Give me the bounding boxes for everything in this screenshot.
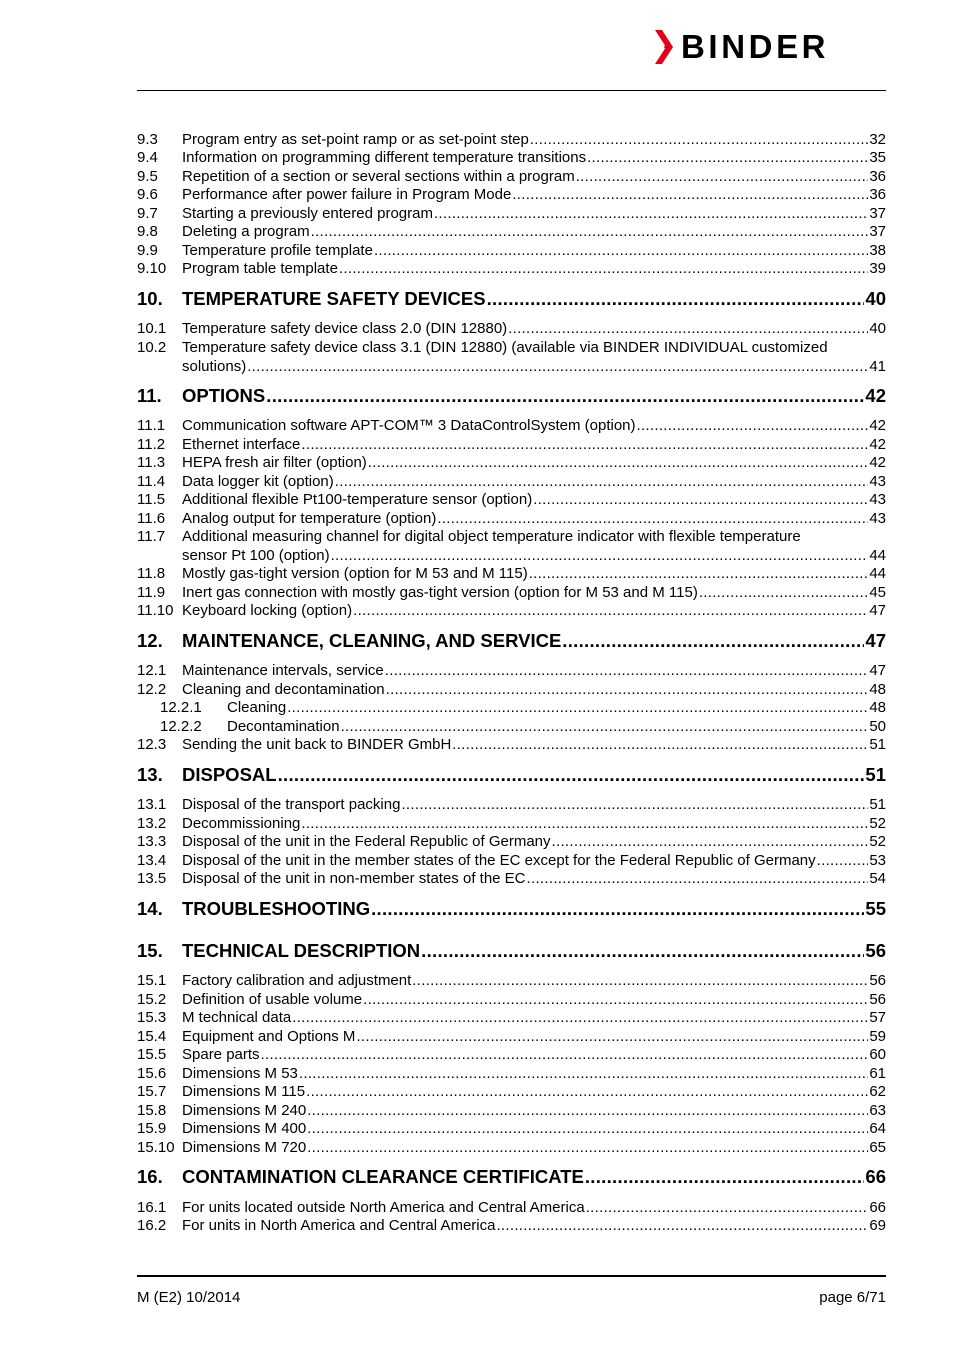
toc-entry-page: 50 (869, 718, 886, 735)
toc-entry-number: 9.8 (137, 223, 158, 240)
toc-leader-dots (496, 1217, 868, 1235)
toc-entry-title: Dimensions M 53 (182, 1065, 298, 1082)
toc-entry-title: For units located outside North America and Central America (182, 1199, 585, 1216)
toc-entry-page: 56 (869, 972, 886, 989)
toc-leader-dots (587, 149, 868, 167)
toc-entry-number: 16. (137, 1166, 163, 1187)
toc-entry-title: Sending the unit back to BINDER GmbH (182, 736, 452, 753)
toc-entry-page: 56 (869, 991, 886, 1008)
toc-entry-page: 42 (869, 417, 886, 434)
toc-entry-number: 16.1 (137, 1199, 167, 1216)
toc-entry-title: HEPA fresh air filter (option) (182, 454, 367, 471)
toc-entry-number: 13.2 (137, 815, 167, 832)
toc-entry-title: M technical data (182, 1009, 292, 1026)
toc-leader-dots (306, 1083, 868, 1101)
toc-entry-number: 11.9 (137, 584, 166, 601)
toc-entry-number: 15.5 (137, 1046, 167, 1063)
toc-entry-title: Factory calibration and adjustment (182, 972, 412, 989)
toc-entry-number: 14. (137, 898, 163, 919)
toc-entry-title: Ethernet interface (182, 436, 301, 453)
toc-entry-page: 65 (869, 1139, 886, 1156)
toc-entry-page: 41 (869, 357, 886, 375)
toc-entry-number: 15.1 (137, 972, 167, 989)
toc-leader-dots (529, 565, 869, 583)
toc-entry-page: 63 (869, 1102, 886, 1119)
toc-entry-number: 9.6 (137, 186, 158, 203)
toc-leader-dots (508, 320, 868, 338)
toc-entry-number: 15.6 (137, 1065, 167, 1082)
toc-entry-title: Cleaning (227, 699, 287, 716)
toc-entry-title: Disposal of the unit in the Federal Republic of Germany (182, 833, 551, 850)
toc-entry-title: Maintenance intervals, service (182, 662, 384, 679)
toc-entry-title: Mostly gas-tight version (option for M 53 and M 115) (182, 565, 528, 582)
toc-leader-dots (386, 681, 869, 699)
toc-entry-page: 62 (869, 1083, 886, 1100)
toc-entry-number: 16.2 (137, 1217, 167, 1234)
toc-entry-number: 13. (137, 764, 163, 785)
toc-entry-title: Information on programming different temperature transitions (182, 149, 587, 166)
toc-leader-dots (585, 1166, 865, 1188)
toc-entry-number: 9.5 (137, 168, 158, 185)
toc-entry-title: Dimensions M 240 (182, 1102, 307, 1119)
toc-entry-page: 45 (869, 584, 886, 601)
toc-entry-page: 47 (869, 602, 886, 619)
toc-entry-title-line1: Additional measuring channel for digital object temperature indicator with flexible temperature (182, 528, 801, 545)
toc-entry-page: 32 (869, 131, 886, 148)
toc-leader-dots (487, 288, 865, 310)
toc-entry-title: Analog output for temperature (option) (182, 510, 437, 527)
toc-leader-dots (335, 473, 869, 491)
toc-leader-dots (307, 1139, 868, 1157)
toc-leader-dots (266, 385, 864, 407)
toc-entry-number: 15.4 (137, 1028, 167, 1045)
toc-leader-dots (307, 1120, 868, 1138)
toc-entry-title: OPTIONS (182, 385, 266, 406)
toc-entry-title: Data logger kit (option) (182, 473, 334, 490)
toc-entry-page: 40 (865, 288, 886, 309)
toc-entry-number: 12.2 (137, 681, 167, 698)
toc-leader-dots (311, 223, 869, 241)
toc-entry-page: 37 (869, 223, 886, 240)
toc-entry-number: 11.5 (137, 491, 166, 508)
toc-entry-title-line2: sensor Pt 100 (option) (182, 546, 330, 564)
toc-entry-number: 13.4 (137, 852, 167, 869)
toc-leader-dots (278, 764, 865, 786)
toc-entry-title: Deleting a program (182, 223, 310, 240)
toc-entry-number: 13.1 (137, 796, 167, 813)
toc-entry-page: 51 (869, 736, 886, 753)
toc-entry-number: 15.8 (137, 1102, 167, 1119)
toc-leader-dots (385, 662, 869, 680)
toc-entry-title: CONTAMINATION CLEARANCE CERTIFICATE (182, 1166, 584, 1187)
toc-leader-dots (341, 718, 869, 736)
toc-entry-title: Temperature profile template (182, 242, 373, 259)
toc-entry-page: 47 (865, 630, 886, 651)
toc-entry-number: 11.6 (137, 510, 166, 527)
toc-entry-title: Temperature safety device class 2.0 (DIN 12880) (182, 320, 508, 337)
toc-entry-number: 11.4 (137, 473, 166, 490)
toc-leader-dots (533, 491, 868, 509)
toc-entry-number: 12.2.2 (160, 718, 202, 735)
toc-entry-title: Starting a previously entered program (182, 205, 433, 222)
toc-entry-title: Decommissioning (182, 815, 301, 832)
toc-entry-page: 35 (869, 149, 886, 166)
toc-entry-title: Equipment and Options M (182, 1028, 356, 1045)
toc-entry-number: 13.5 (137, 870, 167, 887)
toc-entry-page: 39 (869, 260, 886, 277)
toc-entry-number: 15. (137, 940, 163, 961)
toc-entry-title: Disposal of the transport packing (182, 796, 401, 813)
toc-entry-title-line1: Temperature safety device class 3.1 (DIN 12880) (available via BINDER INDIVIDUAL customized (182, 339, 828, 356)
toc-entry-page: 38 (869, 242, 886, 259)
toc-leader-dots (586, 1199, 869, 1217)
toc-entry-page: 66 (865, 1166, 886, 1187)
toc-entry-title: Dimensions M 720 (182, 1139, 307, 1156)
toc-leader-dots (552, 833, 869, 851)
toc-leader-dots (307, 1102, 868, 1120)
toc-entry-page: 60 (869, 1046, 886, 1063)
toc-entry-number: 10. (137, 288, 163, 309)
toc-entry-title: Program table template (182, 260, 338, 277)
toc-entry-title: Spare parts (182, 1046, 260, 1063)
footer-document-id: M (E2) 10/2014 (137, 1289, 241, 1306)
toc-entry-title: Decontamination (227, 718, 340, 735)
toc-entry-number: 9.10 (137, 260, 167, 277)
toc-entry-number: 11.8 (137, 565, 166, 582)
toc-leader-dots (412, 972, 868, 990)
toc-entry-number: 9.7 (137, 205, 158, 222)
toc-leader-dots (576, 168, 869, 186)
toc-leader-dots (363, 991, 868, 1009)
toc-leader-dots (299, 1065, 868, 1083)
toc-leader-dots (356, 1028, 868, 1046)
toc-entry-page: 51 (869, 796, 886, 813)
toc-entry-page: 61 (869, 1065, 886, 1082)
toc-entry-title: Keyboard locking (option) (182, 602, 353, 619)
toc-entry-number: 12. (137, 630, 163, 651)
toc-entry-page: 55 (865, 898, 886, 919)
toc-leader-dots (371, 898, 864, 920)
toc-entry-number: 12.2.1 (160, 699, 202, 716)
toc-leader-dots (562, 630, 864, 652)
toc-entry-number: 9.9 (137, 242, 158, 259)
toc-entry-title: TROUBLESHOOTING (182, 898, 371, 919)
toc-entry-title: Inert gas connection with mostly gas-tight version (option for M 53 and M 115) (182, 584, 698, 601)
toc-entry-number: 11.7 (137, 528, 166, 545)
toc-entry-number: 12.3 (137, 736, 167, 753)
toc-entry-title: Disposal of the unit in the member states of the EC except for the Federal Republic of Germany (182, 852, 816, 869)
footer-rule (137, 1275, 886, 1277)
toc-leader-dots (353, 602, 868, 620)
toc-entry-page: 37 (869, 205, 886, 222)
toc-entry-page: 52 (869, 833, 886, 850)
toc-entry-title: TEMPERATURE SAFETY DEVICES (182, 288, 486, 309)
toc-entry-title: Communication software APT-COM™ 3 DataControlSystem (option) (182, 417, 636, 434)
toc-entry-title: Cleaning and decontamination (182, 681, 385, 698)
toc-leader-dots (530, 131, 868, 149)
toc-entry-number: 15.2 (137, 991, 167, 1008)
toc-entry-number: 12.1 (137, 662, 167, 679)
toc-leader-dots (287, 699, 868, 717)
toc-entry-page: 66 (869, 1199, 886, 1216)
toc-leader-dots (301, 815, 868, 833)
toc-entry-page: 51 (865, 764, 886, 785)
toc-entry-page: 44 (869, 565, 886, 582)
toc-leader-dots (331, 547, 869, 565)
toc-entry-title: DISPOSAL (182, 764, 277, 785)
toc-entry-title: Definition of usable volume (182, 991, 363, 1008)
toc-leader-dots (421, 940, 864, 962)
toc-entry-page: 42 (869, 436, 886, 453)
toc-entry-number: 15.7 (137, 1083, 167, 1100)
toc-entry-page: 48 (869, 699, 886, 716)
toc-entry-page: 42 (865, 385, 886, 406)
toc-leader-dots (261, 1046, 869, 1064)
toc-entry-page: 59 (869, 1028, 886, 1045)
toc-entry-number: 11.10 (137, 602, 174, 619)
toc-leader-dots (339, 260, 868, 278)
toc-entry-number: 15.9 (137, 1120, 167, 1137)
toc-entry-number: 10.1 (137, 320, 167, 337)
toc-entry-page: 57 (869, 1009, 886, 1026)
toc-entry-number: 11.1 (137, 417, 166, 434)
toc-leader-dots (452, 736, 868, 754)
toc-entry-page: 56 (865, 940, 886, 961)
toc-entry-number: 11.2 (137, 436, 166, 453)
toc-entry-title: Repetition of a section or several sections within a program (182, 168, 575, 185)
toc-leader-dots (817, 852, 869, 870)
toc-entry-number: 11. (137, 385, 162, 406)
toc-leader-dots (368, 454, 869, 472)
toc-entry-title: TECHNICAL DESCRIPTION (182, 940, 421, 961)
toc-entry-page: 36 (869, 168, 886, 185)
toc-leader-dots (637, 417, 869, 435)
toc-leader-dots (434, 205, 868, 223)
toc-entry-title: Additional flexible Pt100-temperature sensor (option) (182, 491, 533, 508)
toc-leader-dots (301, 436, 868, 454)
toc-leader-dots (437, 510, 868, 528)
toc-entry-number: 13.3 (137, 833, 167, 850)
toc-entry-page: 40 (869, 320, 886, 337)
toc-entry-number: 15.3 (137, 1009, 167, 1026)
toc-entry-page: 69 (869, 1217, 886, 1234)
toc-entry-page: 43 (869, 510, 886, 527)
toc-entry-page: 48 (869, 681, 886, 698)
toc-entry-number: 9.4 (137, 149, 158, 166)
toc-entry-page: 36 (869, 186, 886, 203)
toc-entry-title-line2: solutions) (182, 357, 247, 375)
toc-entry-title: Dimensions M 115 (182, 1083, 306, 1100)
toc-entry-page: 42 (869, 454, 886, 471)
toc-leader-dots (247, 358, 868, 376)
toc-leader-dots (374, 242, 868, 260)
toc-entry-title: Disposal of the unit in non-member states of the EC (182, 870, 526, 887)
toc-entry-title: Dimensions M 400 (182, 1120, 307, 1137)
binder-logo-text: BINDER (681, 28, 830, 65)
toc-entry-page: 52 (869, 815, 886, 832)
toc-leader-dots (512, 186, 868, 204)
toc-entry-number: 15.10 (137, 1139, 175, 1156)
toc-entry-page: 64 (869, 1120, 886, 1137)
toc-entry-page: 43 (869, 491, 886, 508)
toc-leader-dots (527, 870, 869, 888)
toc-entry-title: Program entry as set-point ramp or as set-point step (182, 131, 529, 148)
footer-page-number: page 6/71 (819, 1289, 886, 1306)
toc-entry-number: 11.3 (137, 454, 166, 471)
toc-entry-number: 9.3 (137, 131, 158, 148)
toc-entry-page: 53 (869, 852, 886, 869)
toc-entry-page: 44 (869, 546, 886, 564)
toc-entry-page: 54 (869, 870, 886, 887)
toc-entry-title: MAINTENANCE, CLEANING, AND SERVICE (182, 630, 562, 651)
toc-entry-title: Performance after power failure in Program Mode (182, 186, 512, 203)
toc-entry-number: 10.2 (137, 339, 167, 356)
toc-entry-title: For units in North America and Central America (182, 1217, 496, 1234)
toc-leader-dots (401, 796, 868, 814)
toc-entry-page: 43 (869, 473, 886, 490)
toc-entry-page: 47 (869, 662, 886, 679)
toc-leader-dots (699, 584, 869, 602)
toc-leader-dots (292, 1009, 868, 1027)
